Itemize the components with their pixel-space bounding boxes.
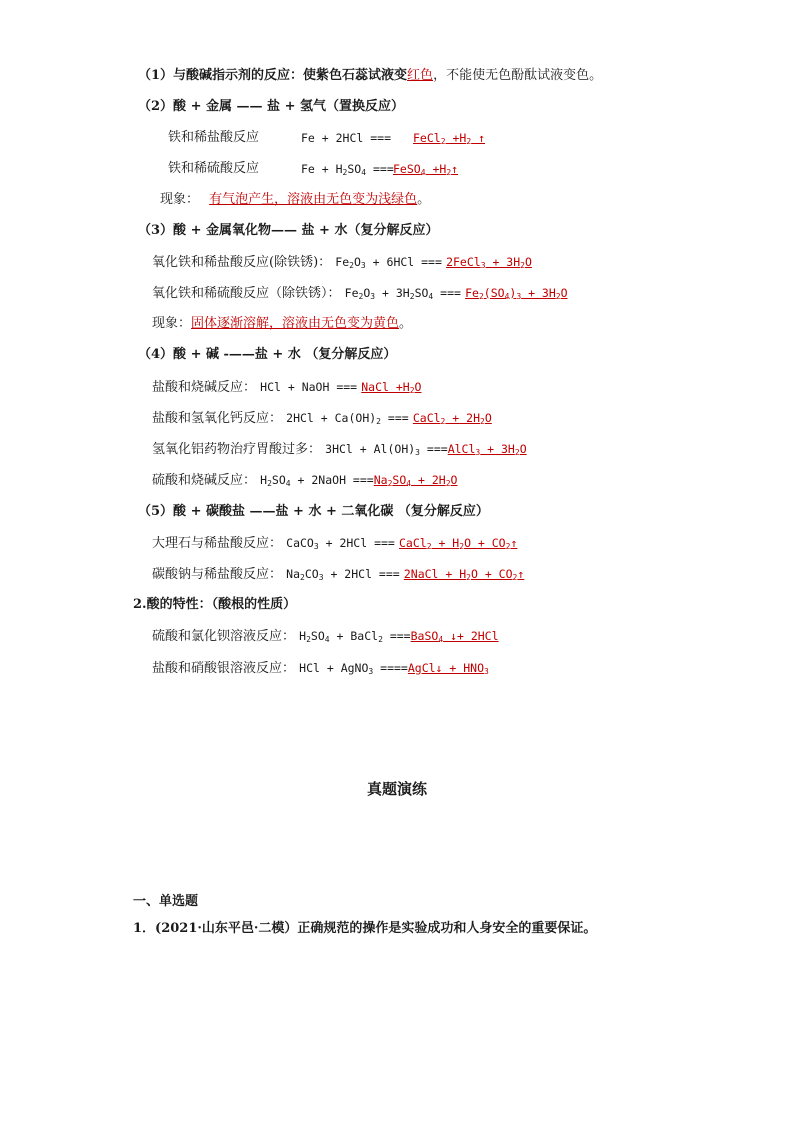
- reaction-equation: $H_2SO_4$ + BaCl$_2$ ===: [299, 629, 411, 644]
- phenomenon-line-1: [160, 191, 430, 209]
- section-title: 真题演练: [366, 780, 427, 798]
- reaction-h2so4-bacl2: [152, 627, 499, 646]
- reaction-label: 氧化铁和稀盐酸反应(除铁锈)：: [152, 255, 332, 270]
- reaction-answer: AgCl↓ + $HNO_3$: [407, 661, 489, 676]
- question-type-heading: 一、单选题: [133, 894, 199, 909]
- indicator-reaction-line: [138, 67, 602, 85]
- acid-base-heading: （4）酸 + 碱 -——盐 + 水 （复分解反应）: [138, 347, 397, 362]
- phenomenon-answer: 有气泡产生，溶液由无色变为浅绿色: [209, 192, 418, 207]
- reaction-label: 大理石与稀盐酸反应：: [152, 536, 283, 551]
- reaction-answer: BaSO$_4$ ↓+ 2HCl: [410, 629, 499, 644]
- reaction-fe-hcl: [168, 129, 485, 147]
- reaction-hcl-agno3: [152, 659, 489, 678]
- reaction-equation: CaCO$_3$ + 2HCl ===: [286, 536, 395, 551]
- question-1: 1．(2021·山东平邑·二模）正确规范的操作是实验成功和人身安全的重要保证。: [133, 921, 597, 936]
- reaction-answer: CaCl$_2$ + $H_2O$ + $CO_2↑$: [399, 536, 518, 551]
- reaction-answer: 2NaCl + $H_2O$ + $CO_2↑$: [403, 567, 525, 582]
- reaction-equation: $2HCl + Ca(OH)_2$ ===: [286, 411, 409, 426]
- reaction-answer: FeCl$_2$ $+H_2$ ↑: [413, 131, 485, 146]
- phenomenon-label: 现象：: [152, 316, 192, 331]
- reaction-na2co3-hcl: [152, 565, 524, 584]
- reaction-answer: FeSO$_4$ $+H_2↑$: [393, 162, 459, 177]
- reaction-label: 铁和稀盐酸反应: [168, 130, 260, 145]
- reaction-answer: $Fe_2(SO_4)_3 + 3H_2O$: [465, 286, 568, 301]
- acid-metal-heading: （2）酸 + 金属 —— 盐 + 氢气（置换反应）: [138, 99, 404, 114]
- reaction-label: 盐酸和烧碱反应：: [152, 380, 257, 395]
- reaction-h2so4-naoh: [152, 471, 457, 490]
- phenomenon-label: 现象：: [160, 192, 200, 207]
- reaction-answer: 2FeCl$_3$ + $3H_2O$: [446, 255, 532, 270]
- reaction-equation: $Fe_2O_3 + 6HCl$ ===: [335, 255, 442, 270]
- reaction-label: 硫酸和氯化钡溶液反应：: [152, 629, 296, 644]
- reaction-hcl-naoh: [152, 378, 421, 397]
- reaction-equation: $H_2SO_4$ + 2NaOH ===: [260, 473, 374, 488]
- reaction-answer: NaCl $+H_2O$: [361, 380, 422, 395]
- reaction-hcl-caoh2: [152, 409, 492, 428]
- reaction-caco3-hcl: [152, 534, 517, 553]
- reaction-equation: Fe + 2HCl ===: [301, 131, 392, 145]
- reaction-answer: AlCl$_3$ + $3H_2O$: [447, 442, 527, 457]
- reaction-equation: $3HCl + Al(OH)_3$ ===: [325, 442, 448, 457]
- reaction-answer: $Na_2SO_4 + 2H_2O$: [373, 473, 458, 488]
- indicator-tail: ，不能使无色酚酞试液变色。: [433, 68, 603, 83]
- reaction-label: 硫酸和烧碱反应：: [152, 473, 257, 488]
- reaction-equation: $Na_2CO_3 + 2HCl$ ===: [286, 567, 400, 582]
- reaction-label: 氧化铁和稀硫酸反应（除铁锈）：: [152, 286, 341, 301]
- acid-carbonate-heading: （5）酸 + 碳酸盐 ——盐 + 水 + 二氧化碳 （复分解反应）: [138, 504, 489, 519]
- phenomenon-answer: 固体逐渐溶解，溶液由无色变为黄色: [191, 316, 400, 331]
- reaction-equation: HCl + AgNO$_3$ ====: [299, 661, 408, 676]
- indicator-answer: 红色: [407, 68, 434, 83]
- reaction-equation: HCl + NaOH ===: [260, 380, 358, 394]
- reaction-label: 盐酸和氢氧化钙反应：: [152, 411, 283, 426]
- reaction-label: 盐酸和硝酸银溶液反应：: [152, 661, 296, 676]
- reaction-label: 碳酸钠与稀盐酸反应：: [152, 567, 283, 582]
- reaction-equation: $Fe_2O_3 + 3H_2SO_4$ ===: [344, 286, 461, 301]
- phenomenon-tail: 。: [417, 192, 431, 207]
- phenomenon-tail: 。: [399, 316, 413, 331]
- reaction-fe2o3-h2so4: [152, 284, 568, 303]
- reaction-equation: $Fe + H_2SO_4$ ===: [301, 162, 394, 177]
- reaction-hcl-aloh3: [152, 440, 527, 459]
- reaction-fe2o3-hcl: [152, 253, 532, 272]
- reaction-label: 铁和稀硫酸反应: [168, 161, 260, 176]
- reaction-label: 氢氧化铝药物治疗胃酸过多：: [152, 442, 322, 457]
- reaction-answer: CaCl$_2$ + $2H_2O$: [412, 411, 492, 426]
- acid-radical-heading: 2.酸的特性：（酸根的性质）: [133, 597, 297, 612]
- reaction-fe-h2so4: [168, 160, 459, 178]
- phenomenon-line-2: [152, 315, 412, 333]
- indicator-text: （1）与酸碱指示剂的反应：使紫色石蕊试液变: [138, 68, 408, 83]
- acid-metal-oxide-heading: （3）酸 + 金属氧化物—— 盐 + 水（复分解反应）: [138, 223, 439, 238]
